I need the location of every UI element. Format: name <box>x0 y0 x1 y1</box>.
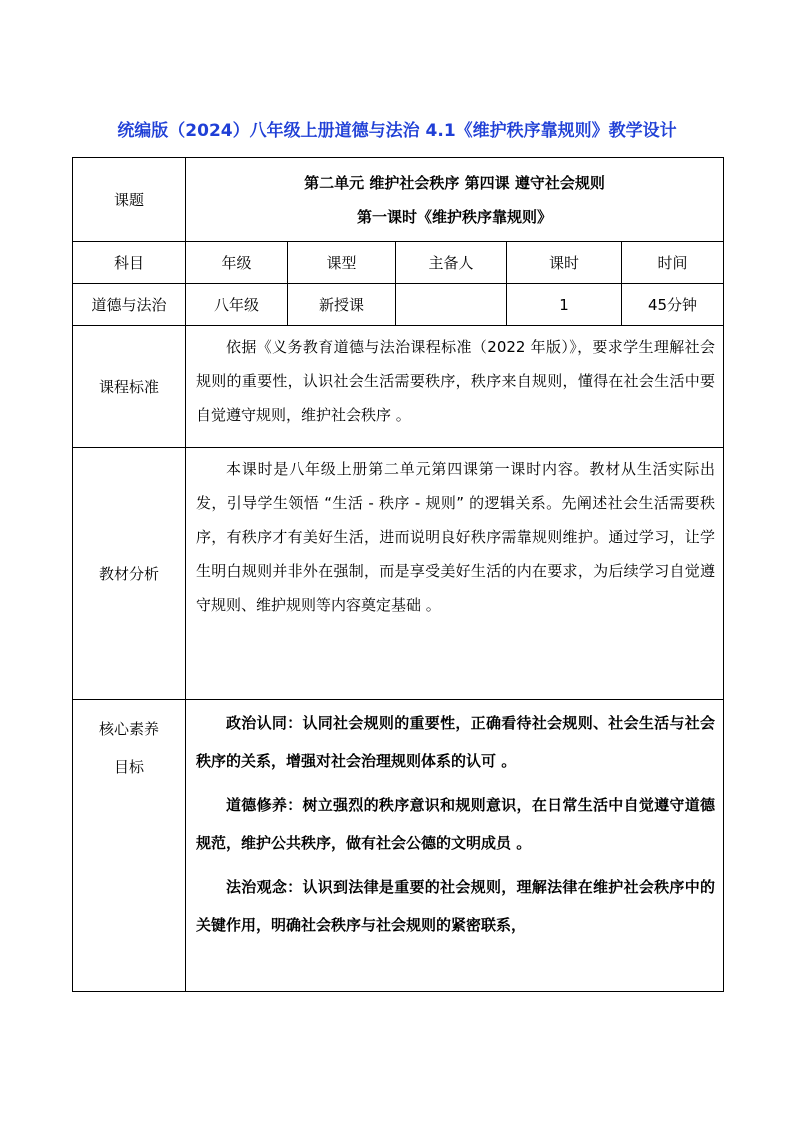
standard-label: 课程标准 <box>73 326 186 448</box>
info-cell-periods: 1 <box>507 284 622 326</box>
analysis-text: 本课时是八年级上册第二单元第四课第一课时内容。教材从生活实际出发，引导学生领悟 “生活 - 秩序 - 规则” 的逻辑关系。先阐述社会生活需要秩序，有秩序才有美好生活，进而说明良好秩序需靠规则维护。通过学习，让学生明白规则并非外在强制，而是享受美好生活的内在要求，为后续学习自觉遵守规则、维护规则等内容奠定基础 。 <box>196 460 716 614</box>
core-label-line-2: 目标 <box>113 758 144 776</box>
analysis-content <box>186 448 724 700</box>
info-cell-grade: 八年级 <box>186 284 288 326</box>
header-cell-grade: 年级 <box>186 242 288 284</box>
standard-row <box>73 326 724 448</box>
header-cell-time: 时间 <box>622 242 724 284</box>
document-title: 统编版（2024）八年级上册道德与法治 4.1《维护秩序靠规则》教学设计 <box>117 121 677 141</box>
header-row <box>73 242 724 284</box>
info-cell-time: 45分钟 <box>622 284 724 326</box>
core-item-political: 政治认同：认同社会规则的重要性，正确看待社会规则、社会生活与社会秩序的关系，增强对社会治理规则体系的认可 。 <box>196 714 716 770</box>
topic-label: 课题 <box>73 158 186 242</box>
info-cell-subject: 道德与法治 <box>73 284 186 326</box>
header-cell-preparer: 主备人 <box>396 242 507 284</box>
info-cell-lesson-type: 新授课 <box>288 284 396 326</box>
header-cell-subject: 科目 <box>73 242 186 284</box>
header-cell-lesson-type: 课型 <box>288 242 396 284</box>
core-row <box>73 700 724 992</box>
topic-row <box>73 158 724 242</box>
core-item-moral: 道德修养：树立强烈的秩序意识和规则意识，在日常生活中自觉遵守道德规范，维护公共秩序，做有社会公德的文明成员 。 <box>196 796 716 852</box>
core-item-legal: 法治观念：认识到法律是重要的社会规则，理解法律在维护社会秩序中的关键作用，明确社会秩序与社会规则的紧密联系， <box>196 878 716 934</box>
core-content <box>186 700 724 992</box>
analysis-label: 教材分析 <box>73 448 186 700</box>
analysis-row <box>73 448 724 700</box>
topic-line-1: 第二单元 维护社会秩序 第四课 遵守社会规则 <box>304 173 605 192</box>
standard-text: 依据《义务教育道德与法治课程标准（2022 年版）》，要求学生理解社会规则的重要性，认识社会生活需要秩序，秩序来自规则，懂得在社会生活中要自觉遵守规则，维护社会秩序 。 <box>196 338 716 424</box>
topic-content <box>186 158 724 242</box>
info-row <box>73 284 724 326</box>
standard-content <box>186 326 724 448</box>
lesson-plan-table <box>72 157 724 992</box>
core-label <box>73 700 186 992</box>
info-cell-preparer <box>396 284 507 326</box>
core-label-line-1: 核心素养 <box>98 720 159 738</box>
topic-line-2: 第一课时《维护秩序靠规则》 <box>357 207 553 226</box>
header-cell-periods: 课时 <box>507 242 622 284</box>
